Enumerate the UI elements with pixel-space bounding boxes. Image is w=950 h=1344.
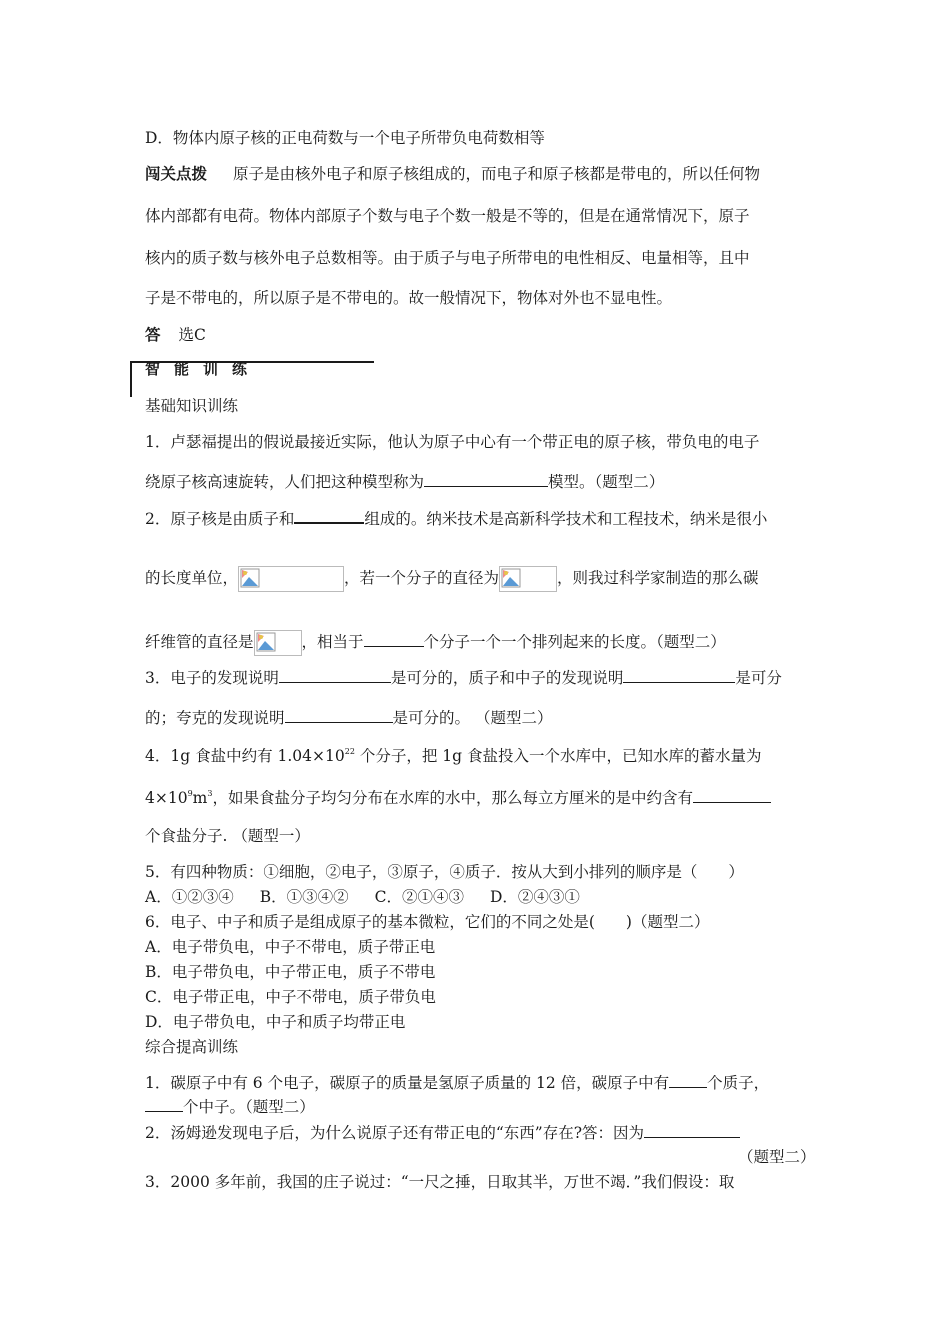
basic-q3-text-a: 3．电子的发现说明 (145, 669, 279, 687)
advanced-q3-line-1: 3．2000 多年前，我国的庄子说过：“一尺之捶，日取其半，万世不竭．”我们假设：取 (145, 1173, 735, 1191)
basic-q6-option-a: A．电子带负电，中子不带电，质子带正电 (145, 938, 436, 956)
basic-q4-blank[interactable] (693, 788, 771, 803)
basic-q5-options (145, 887, 580, 907)
basic-q2-text-g: ，相当于 (301, 633, 364, 651)
basic-q4-text-b: 个分子，把 1g 食盐投入一个水库中，已知水库的蓄水量为 (354, 747, 762, 765)
advanced-q1-line-2 (145, 1097, 315, 1117)
basic-q2-text-b: 组成的。纳米技术是高新科学技术和工程技术，纳米是很小 (364, 510, 768, 528)
prev-option-d: D．物体内原子核的正电荷数与一个电子所带负电荷数相等 (145, 129, 545, 147)
broken-image-icon (499, 566, 557, 592)
basic-q2-text-e: ，则我过科学家制造的那么碳 (557, 569, 759, 587)
basic-q4-text-c: 4×10 (145, 789, 188, 807)
basic-q6-option-b: B．电子带负电，中子带正电，质子不带电 (145, 963, 436, 981)
advanced-q1-blank-2[interactable] (145, 1097, 183, 1112)
basic-q5-option-b: B．①③④② (259, 888, 349, 906)
basic-q5-option-a: A．①②③④ (145, 888, 234, 906)
broken-image-icon (254, 630, 302, 656)
section-header-bracket (130, 361, 132, 397)
advanced-title: 综合提高训练 (145, 1038, 239, 1056)
basic-q3-text-d: 的；夸克的发现说明 (145, 709, 285, 727)
advanced-q2-blank[interactable] (644, 1123, 740, 1138)
tip-line-3: 核内的质子数与核外电子总数相等。由于质子与电子所带电的电性相反、电量相等，且中 (145, 249, 750, 267)
basic-q1-line-1: 1．卢瑟福提出的假说最接近实际，他认为原子中心有一个带正电的原子核，带负电的电子 (145, 433, 760, 451)
advanced-q1-text-a: 1．碳原子中有 6 个电子，碳原子的质量是氢原子质量的 12 倍，碳原子中有 (145, 1074, 670, 1092)
basic-q2-line-3 (145, 630, 726, 656)
basic-q5-option-d: D．②④③① (489, 888, 580, 906)
basic-q4-line-1 (145, 746, 762, 766)
basic-q3-text-c: 是可分 (735, 669, 782, 687)
basic-q2-text-d: ，若一个分子的直径为 (344, 569, 500, 587)
basic-q4-exponent-2: 9 (187, 789, 193, 798)
basic-q2-blank-2[interactable] (364, 632, 424, 647)
tip-label: 闯关点拨 (145, 165, 208, 183)
tip-text-1: 原子是由核外电子和原子核组成的，而电子和原子核都是带电的，所以任何物 (233, 165, 761, 183)
basic-q3-line-1 (145, 668, 782, 688)
basic-q5-option-c: C．②①④③ (374, 888, 464, 906)
basic-q2-blank-1[interactable] (294, 508, 364, 524)
basic-q4-line-3: 个食盐分子. （题型一） (145, 827, 310, 845)
answer-label: 答 (145, 326, 161, 344)
advanced-q1-blank-1[interactable] (669, 1073, 707, 1088)
basic-q1-line-2 (145, 472, 664, 492)
basic-q6-option-d: D．电子带负电，中子和质子均带正电 (145, 1013, 406, 1031)
tip-line-1 (145, 164, 760, 184)
basic-q1-text-b: 模型。（题型二） (548, 473, 665, 491)
basic-q4-text-d: ，如果食盐分子均匀分布在水库的水中，那么每立方厘米的是中约含有 (212, 789, 693, 807)
basic-q6: 6．电子、中子和质子是组成原子的基本微粒，它们的不同之处是( )（题型二） (145, 913, 710, 931)
section-header: 智能训练 (145, 360, 262, 378)
tip-line-2: 体内部都有电荷。物体内部原子个数与电子个数一般是不等的，但是在通常情况下，原子 (145, 207, 750, 225)
advanced-q1-text-b: 个质子， (707, 1074, 770, 1092)
basic-q3-text-b: 是可分的，质子和中子的发现说明 (390, 669, 624, 687)
answer-text: 选C (178, 326, 206, 344)
tip-line-4: 子是不带电的，所以原子是不带电的。故一般情况下，物体对外也不显电性。 (145, 289, 673, 307)
basic-q2-line-1 (145, 508, 767, 529)
basic-title: 基础知识训练 (145, 397, 239, 415)
basic-q5: 5．有四种物质：①细胞，②电子，③原子，④质子．按从大到小排列的顺序是（ ） (145, 863, 744, 881)
basic-q6-option-c: C．电子带正电，中子不带电，质子带负电 (145, 988, 436, 1006)
basic-q4-text-a: 4．1g 食盐中约有 1.04×10 (145, 747, 345, 765)
basic-q2-line-2 (145, 566, 759, 592)
broken-image-icon (238, 566, 344, 592)
basic-q4-line-2 (145, 788, 771, 808)
basic-q4-exponent-3: 3 (207, 789, 213, 798)
advanced-q1-line-1 (145, 1073, 769, 1093)
basic-q2-text-a: 2．原子核是由质子和 (145, 510, 295, 528)
basic-q2-text-h: 个分子一个一个排列起来的长度。（题型二） (423, 633, 726, 651)
advanced-q2-line-1 (145, 1123, 740, 1143)
basic-q2-text-f: 纤维管的直径是 (145, 633, 254, 651)
advanced-q2-line-2: （题型二） (738, 1148, 816, 1166)
advanced-q2-text-a: 2．汤姆逊发现电子后，为什么说原子还有带正电的“东西”存在?答：因为 (145, 1124, 645, 1142)
basic-q4-exponent: 22 (344, 747, 355, 756)
basic-q4-unit: m (192, 789, 208, 807)
basic-q2-text-c: 的长度单位， (145, 569, 239, 587)
basic-q3-line-2 (145, 708, 552, 728)
answer-line (145, 325, 206, 345)
advanced-q1-text-c: 个中子。（题型二） (183, 1098, 315, 1116)
basic-q3-text-e: 是可分的。 （题型二） (392, 709, 553, 727)
basic-q1-blank[interactable] (424, 472, 548, 487)
basic-q3-blank-1[interactable] (279, 668, 391, 683)
basic-q1-text-a: 绕原子核高速旋转，人们把这种模型称为 (145, 473, 425, 491)
basic-q3-blank-2[interactable] (623, 668, 735, 683)
basic-q3-blank-3[interactable] (285, 708, 393, 723)
